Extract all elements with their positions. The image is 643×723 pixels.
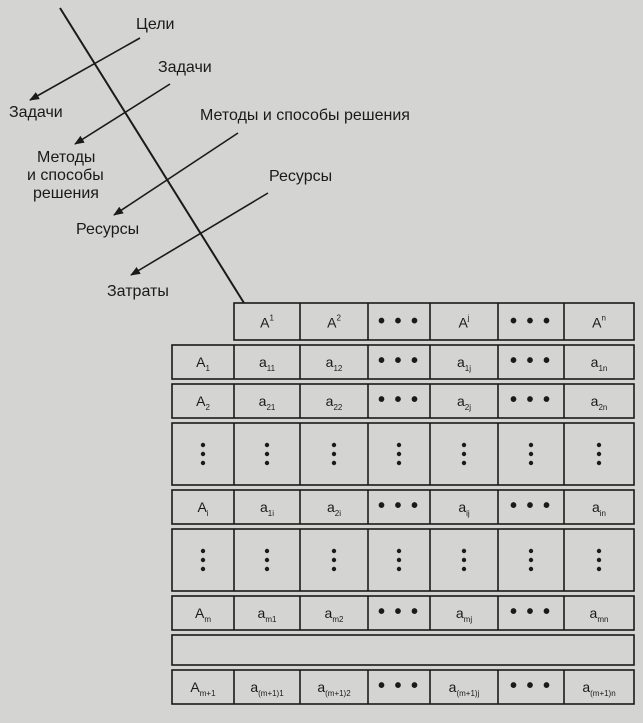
column-header: $A^1$ xyxy=(260,313,274,331)
matrix-cell: $a_{2j}$ xyxy=(456,393,472,412)
matrix-cell: $a_{11}$ xyxy=(258,354,276,373)
matrix-cell: $a_{m2}$ xyxy=(324,605,344,624)
arrow-tasks-to-methods xyxy=(75,84,170,144)
cell-ellipsis: • • • xyxy=(377,675,421,697)
matrix-cell: $a_{in}$ xyxy=(591,499,607,518)
matrix-cell: $a_{(m+1)1}$ xyxy=(250,679,284,698)
column-header: $A^n$ xyxy=(592,313,606,331)
vertical-ellipsis xyxy=(397,443,401,465)
column-header-ellipsis: • • • xyxy=(509,310,553,333)
label-resources-out: Ресурсы xyxy=(76,221,140,238)
vertical-ellipsis xyxy=(201,549,205,571)
matrix-cell: $a_{2i}$ xyxy=(326,499,342,518)
column-header: $A^2$ xyxy=(327,313,341,331)
cell-ellipsis: • • • xyxy=(509,350,553,372)
matrix-cell: $a_{mn}$ xyxy=(589,605,609,624)
matrix-cell: $a_{m1}$ xyxy=(257,605,277,624)
row-header: $A_1$ xyxy=(196,354,210,373)
vertical-ellipsis xyxy=(462,549,466,571)
row-header: $A_2$ xyxy=(196,393,210,412)
matrix-cell: $a_{1n}$ xyxy=(590,354,608,373)
cell-ellipsis: • • • xyxy=(509,601,553,623)
vertical-ellipsis xyxy=(332,443,336,465)
label-costs: Затраты xyxy=(107,283,169,300)
cell-ellipsis: • • • xyxy=(377,601,421,623)
matrix-cell: $a_{(m+1)j}$ xyxy=(448,679,480,698)
cell-ellipsis: • • • xyxy=(377,389,421,411)
matrix-cell: $a_{(m+1)2}$ xyxy=(317,679,351,698)
vertical-ellipsis xyxy=(462,443,466,465)
matrix-cell: $a_{22}$ xyxy=(325,393,343,412)
matrix-row-frame xyxy=(172,635,634,665)
label-methods-out-2: и способы xyxy=(27,167,104,184)
vertical-ellipsis xyxy=(597,443,601,465)
row-header: $A_i$ xyxy=(197,499,209,518)
label-resources-in: Ресурсы xyxy=(269,168,333,185)
vertical-ellipsis xyxy=(332,549,336,571)
vertical-ellipsis xyxy=(597,549,601,571)
vertical-ellipsis xyxy=(529,549,533,571)
row-header: $A_m$ xyxy=(194,605,212,624)
cell-ellipsis: • • • xyxy=(509,495,553,517)
label-methods-in: Методы и способы решения xyxy=(200,107,410,124)
matrix-cell: $a_{1i}$ xyxy=(259,499,275,518)
cell-ellipsis: • • • xyxy=(509,675,553,697)
vertical-ellipsis xyxy=(265,443,269,465)
vertical-ellipsis xyxy=(397,549,401,571)
matrix-cell: $a_{12}$ xyxy=(325,354,343,373)
cell-ellipsis: • • • xyxy=(377,495,421,517)
label-tasks-out: Задачи xyxy=(9,104,63,121)
cell-ellipsis: • • • xyxy=(509,389,553,411)
matrix-cell: $a_{1j}$ xyxy=(456,354,472,373)
matrix-cell: $a_{2n}$ xyxy=(590,393,608,412)
vertical-ellipsis xyxy=(201,443,205,465)
header-row-frame xyxy=(234,303,634,340)
vertical-ellipsis xyxy=(265,549,269,571)
arrow-resources-to-costs xyxy=(131,193,268,275)
matrix-cell: $a_{(m+1)n}$ xyxy=(582,679,616,698)
matrix-table xyxy=(172,303,634,704)
matrix-cell: $a_{ij}$ xyxy=(458,499,470,518)
vertical-ellipsis xyxy=(529,443,533,465)
label-methods-out-1: Методы xyxy=(37,149,96,166)
row-header: $A_{m+1}$ xyxy=(190,679,216,698)
column-header: $A^j$ xyxy=(458,313,470,331)
column-header-ellipsis: • • • xyxy=(377,310,421,333)
label-tasks-in: Задачи xyxy=(158,59,212,76)
arrow-methods-to-resources xyxy=(114,133,238,215)
cell-ellipsis: • • • xyxy=(377,350,421,372)
label-goals: Цели xyxy=(136,16,175,33)
matrix-cell: $a_{mj}$ xyxy=(455,605,473,624)
matrix-cell: $a_{21}$ xyxy=(258,393,276,412)
label-methods-out-3: решения xyxy=(33,185,99,202)
